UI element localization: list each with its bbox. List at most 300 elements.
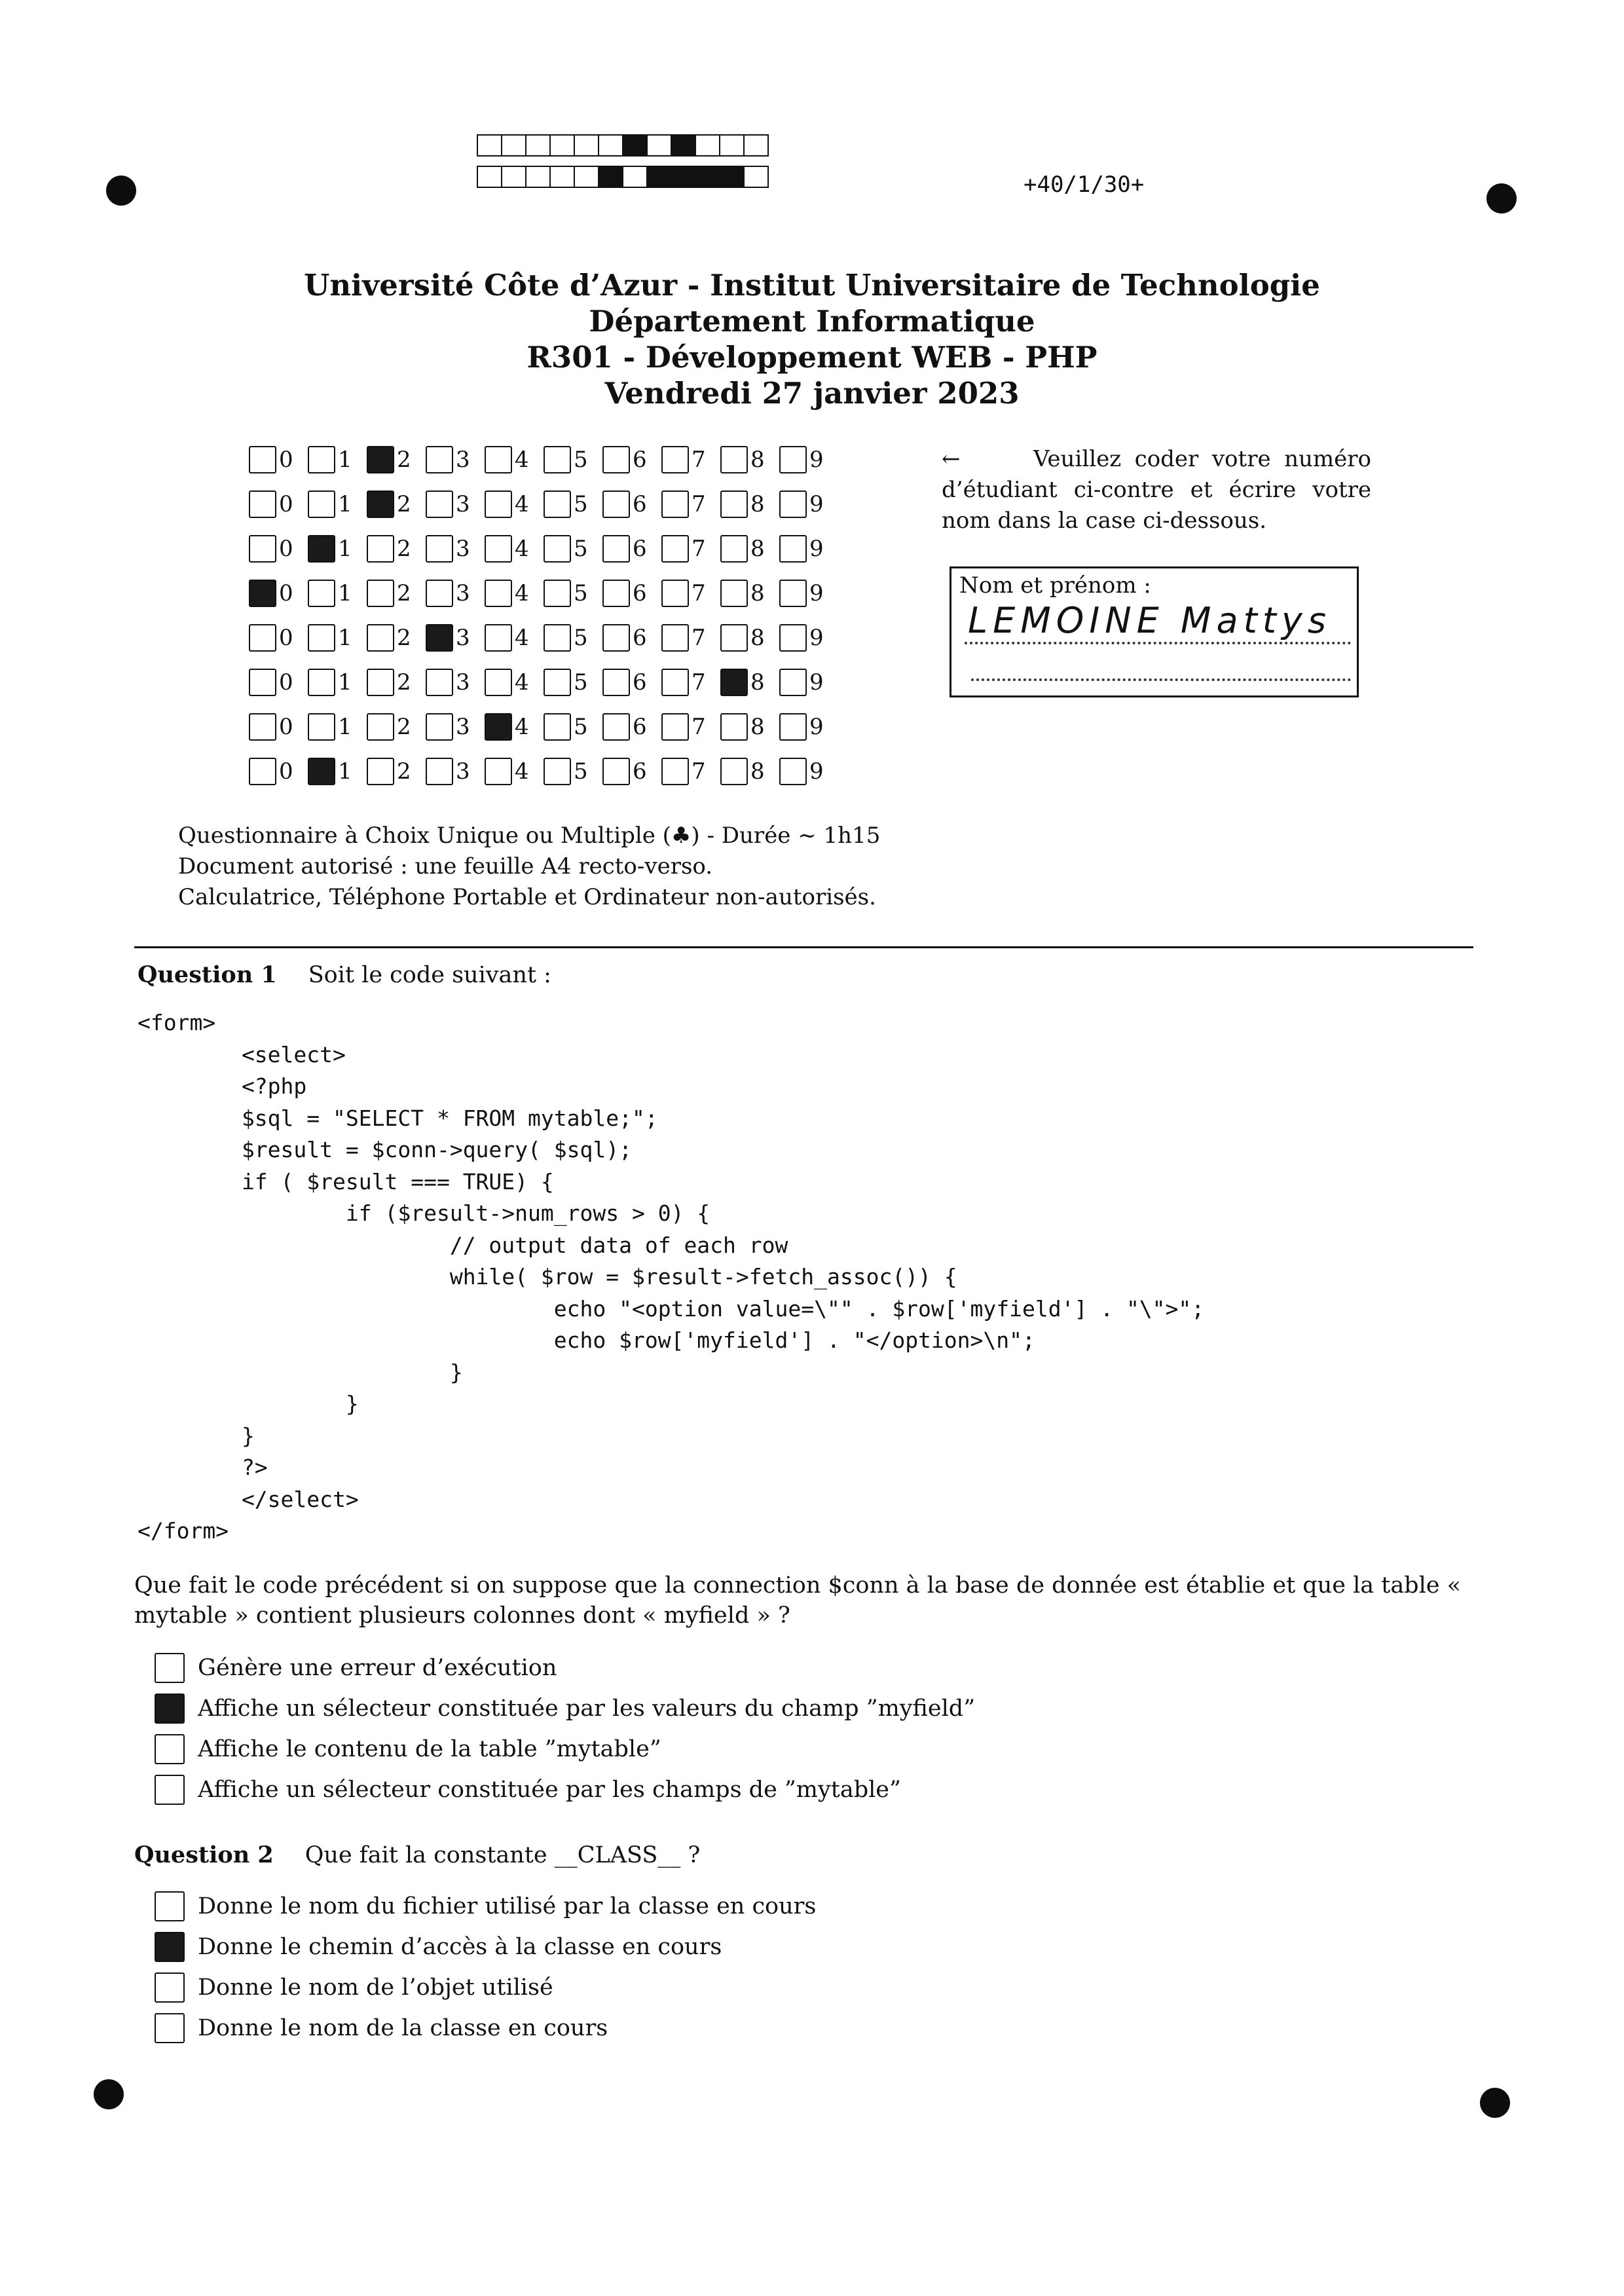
- id-digit-checkbox[interactable]: [602, 669, 630, 696]
- id-digit-label: 9: [809, 536, 824, 562]
- id-digit-checkbox[interactable]: [485, 758, 512, 785]
- id-digit-cell: [308, 669, 367, 696]
- id-digit-cell: [602, 535, 661, 563]
- id-digit-label: 2: [397, 447, 411, 473]
- id-digit-checkbox[interactable]: [249, 446, 276, 473]
- id-digit-cell: [367, 713, 426, 741]
- id-digit-cell: [602, 624, 661, 652]
- id-digit-label: 8: [750, 625, 765, 651]
- id-digit-label: 3: [456, 491, 470, 517]
- id-digit-cell: [249, 446, 308, 473]
- id-digit-label: 1: [338, 580, 352, 606]
- id-digit-checkbox[interactable]: [485, 669, 512, 696]
- id-digit-cell: [720, 491, 779, 518]
- barcode-cell: [743, 166, 769, 188]
- id-digit-cell: [602, 580, 661, 607]
- id-digit-cell: [779, 580, 838, 607]
- header-department: Département Informatique: [589, 304, 1035, 339]
- id-digit-checkbox[interactable]: [485, 580, 512, 607]
- id-digit-label: 3: [456, 580, 470, 606]
- id-digit-checkbox[interactable]: [308, 535, 335, 563]
- barcode-cell: [719, 134, 745, 157]
- id-digit-checkbox[interactable]: [308, 713, 335, 741]
- barcode-cell: [574, 166, 599, 188]
- id-digit-label: 0: [279, 447, 293, 473]
- id-digit-cell: [720, 446, 779, 473]
- id-digit-label: 7: [692, 669, 706, 695]
- id-digit-label: 8: [750, 447, 765, 473]
- id-digit-cell: [308, 491, 367, 518]
- id-digit-cell: [367, 580, 426, 607]
- id-digit-checkbox[interactable]: [249, 535, 276, 563]
- id-digit-label: 2: [397, 536, 411, 562]
- id-digit-cell: [426, 758, 485, 785]
- id-digit-label: 0: [279, 580, 293, 606]
- id-digit-label: 8: [750, 536, 765, 562]
- id-digit-label: 0: [279, 669, 293, 695]
- name-dotted-line-1: [965, 642, 1351, 644]
- id-digit-checkbox[interactable]: [602, 535, 630, 563]
- id-digit-checkbox[interactable]: [544, 491, 571, 518]
- id-digit-label: 1: [338, 714, 352, 740]
- id-digit-checkbox[interactable]: [544, 624, 571, 652]
- id-digit-cell: [426, 713, 485, 741]
- answer-checkbox[interactable]: [155, 1891, 185, 1921]
- id-digit-checkbox[interactable]: [779, 624, 807, 652]
- id-digit-checkbox[interactable]: [720, 491, 748, 518]
- barcode-cell: [695, 166, 720, 188]
- barcode-cell: [743, 134, 769, 157]
- id-digit-checkbox[interactable]: [426, 713, 453, 741]
- id-digit-checkbox[interactable]: [308, 669, 335, 696]
- id-digit-label: 3: [456, 536, 470, 562]
- id-digit-checkbox[interactable]: [661, 535, 689, 563]
- id-digit-label: 0: [279, 714, 293, 740]
- id-digit-label: 7: [692, 758, 706, 785]
- id-digit-label: 1: [338, 536, 352, 562]
- id-digit-label: 7: [692, 447, 706, 473]
- id-digit-checkbox[interactable]: [308, 580, 335, 607]
- id-digit-cell: [485, 580, 544, 607]
- id-digit-checkbox[interactable]: [485, 491, 512, 518]
- instructions-text: Veuillez coder votre numéro d’étudiant ci-contre et écrire votre nom dans la case ci-dessous.: [942, 446, 1371, 534]
- id-digit-checkbox[interactable]: [544, 758, 571, 785]
- question-1-title: [138, 961, 551, 988]
- id-digit-cell: [308, 580, 367, 607]
- id-digit-cell: [544, 535, 602, 563]
- id-digit-checkbox[interactable]: [779, 758, 807, 785]
- id-digit-label: 9: [809, 714, 824, 740]
- id-digit-checkbox[interactable]: [485, 535, 512, 563]
- id-digit-cell: [779, 624, 838, 652]
- id-digit-cell: [485, 624, 544, 652]
- id-digit-cell: [485, 758, 544, 785]
- id-digit-checkbox[interactable]: [779, 713, 807, 741]
- id-digit-checkbox[interactable]: [249, 713, 276, 741]
- id-digit-checkbox[interactable]: [720, 624, 748, 652]
- id-digit-checkbox[interactable]: [367, 669, 394, 696]
- id-digit-checkbox[interactable]: [720, 758, 748, 785]
- id-digit-label: 6: [633, 491, 647, 517]
- barcode-cell: [525, 166, 551, 188]
- id-digit-checkbox[interactable]: [308, 624, 335, 652]
- id-digit-cell: [367, 624, 426, 652]
- id-digit-label: 6: [633, 714, 647, 740]
- barcode-cell: [671, 134, 696, 157]
- barcode-cell: [549, 134, 575, 157]
- id-digit-label: 4: [515, 491, 529, 517]
- exam-header: [0, 267, 1624, 411]
- barcode-cell: [719, 166, 745, 188]
- id-digit-checkbox[interactable]: [426, 535, 453, 563]
- answer-text: Affiche un sélecteur constituée par les valeurs du champ ”myfield”: [198, 1695, 976, 1722]
- id-digit-label: 0: [279, 536, 293, 562]
- id-digit-checkbox[interactable]: [308, 758, 335, 785]
- id-digit-checkbox[interactable]: [779, 535, 807, 563]
- intro-format: Questionnaire à Choix Unique ou Multiple (♣) - Durée ~ 1h15: [178, 823, 881, 849]
- id-digit-cell: [720, 669, 779, 696]
- exam-intro: [178, 821, 880, 913]
- id-digit-label: 4: [515, 758, 529, 785]
- id-grid-row: [249, 749, 838, 794]
- id-digit-label: 0: [279, 758, 293, 785]
- id-digit-cell: [544, 669, 602, 696]
- intro-documents: Document autorisé : une feuille A4 recto-verso.: [178, 853, 713, 880]
- id-digit-cell: [485, 535, 544, 563]
- answer-checkbox[interactable]: [155, 2013, 185, 2043]
- id-digit-label: 3: [456, 669, 470, 695]
- id-digit-label: 5: [574, 625, 588, 651]
- id-digit-cell: [661, 713, 720, 741]
- barcode-cell: [695, 134, 720, 157]
- answer-checkbox[interactable]: [155, 1653, 185, 1683]
- answer-option[interactable]: [155, 2008, 816, 2048]
- barcode-cell: [501, 134, 526, 157]
- id-digit-label: 4: [515, 714, 529, 740]
- id-digit-cell: [661, 580, 720, 607]
- id-digit-cell: [779, 758, 838, 785]
- name-label: Nom et prénom :: [959, 572, 1151, 599]
- barcode-cell: [622, 166, 648, 188]
- id-digit-label: 7: [692, 491, 706, 517]
- id-digit-cell: [544, 491, 602, 518]
- id-digit-cell: [544, 713, 602, 741]
- id-digit-checkbox[interactable]: [720, 446, 748, 473]
- id-digit-checkbox[interactable]: [661, 713, 689, 741]
- id-digit-label: 8: [750, 758, 765, 785]
- id-digit-cell: [249, 713, 308, 741]
- student-id-grid: [249, 437, 838, 794]
- id-digit-label: 9: [809, 491, 824, 517]
- id-digit-cell: [779, 491, 838, 518]
- id-digit-label: 8: [750, 669, 765, 695]
- page-id: +40/1/30+: [1024, 172, 1145, 198]
- barcode-cell: [477, 134, 502, 157]
- id-digit-checkbox[interactable]: [367, 624, 394, 652]
- id-digit-label: 7: [692, 714, 706, 740]
- barcode-cell: [549, 166, 575, 188]
- id-digit-cell: [661, 491, 720, 518]
- id-digit-cell: [426, 624, 485, 652]
- id-digit-cell: [602, 669, 661, 696]
- id-digit-label: 9: [809, 625, 824, 651]
- id-digit-cell: [367, 535, 426, 563]
- id-digit-label: 1: [338, 669, 352, 695]
- id-digit-cell: [720, 758, 779, 785]
- barcode-cell: [574, 134, 599, 157]
- question-1-answers: [155, 1648, 975, 1810]
- id-digit-checkbox[interactable]: [426, 491, 453, 518]
- id-digit-label: 9: [809, 758, 824, 785]
- intro-devices: Calculatrice, Téléphone Portable et Ordinateur non-autorisés.: [178, 884, 876, 910]
- id-grid-row: [249, 705, 838, 749]
- id-digit-checkbox[interactable]: [544, 446, 571, 473]
- id-digit-cell: [602, 446, 661, 473]
- id-grid-row: [249, 616, 838, 660]
- id-digit-checkbox[interactable]: [720, 535, 748, 563]
- id-digit-cell: [602, 491, 661, 518]
- id-digit-checkbox[interactable]: [367, 758, 394, 785]
- id-digit-cell: [661, 669, 720, 696]
- answer-text: Affiche le contenu de la table ”mytable”: [198, 1736, 661, 1762]
- id-digit-checkbox[interactable]: [661, 491, 689, 518]
- question-1-text: Que fait le code précédent si on suppose que la connection $conn à la base de donnée est établie et que la table « mytable » contient plusieurs colonnes dont « myfield » ?: [134, 1572, 1462, 1629]
- id-digit-label: 9: [809, 447, 824, 473]
- id-digit-checkbox[interactable]: [426, 669, 453, 696]
- arrow-left-icon: ←: [942, 446, 961, 472]
- barcode-cell: [646, 166, 672, 188]
- header-date: Vendredi 27 janvier 2023: [604, 376, 1020, 411]
- barcode-cell: [598, 134, 623, 157]
- id-digit-cell: [720, 624, 779, 652]
- id-digit-cell: [308, 713, 367, 741]
- id-digit-checkbox[interactable]: [602, 713, 630, 741]
- id-grid-row: [249, 527, 838, 571]
- id-digit-label: 6: [633, 758, 647, 785]
- barcode-cell: [622, 134, 648, 157]
- id-digit-checkbox[interactable]: [661, 758, 689, 785]
- id-digit-cell: [249, 758, 308, 785]
- id-digit-checkbox[interactable]: [602, 446, 630, 473]
- id-digit-checkbox[interactable]: [367, 491, 394, 518]
- id-digit-checkbox[interactable]: [367, 446, 394, 473]
- id-digit-label: 7: [692, 536, 706, 562]
- id-digit-checkbox[interactable]: [426, 624, 453, 652]
- answer-checkbox[interactable]: [155, 1734, 185, 1764]
- id-digit-cell: [779, 713, 838, 741]
- id-digit-checkbox[interactable]: [602, 624, 630, 652]
- barcode-cell: [671, 166, 696, 188]
- id-digit-checkbox[interactable]: [661, 669, 689, 696]
- corner-mark-top-right: [1486, 183, 1517, 213]
- id-digit-checkbox[interactable]: [249, 580, 276, 607]
- name-box[interactable]: [950, 566, 1359, 697]
- barcode-cell: [501, 166, 526, 188]
- id-digit-label: 3: [456, 714, 470, 740]
- id-digit-label: 7: [692, 580, 706, 606]
- id-digit-cell: [426, 535, 485, 563]
- id-digit-label: 2: [397, 491, 411, 517]
- id-digit-label: 5: [574, 669, 588, 695]
- id-digit-label: 9: [809, 669, 824, 695]
- id-digit-cell: [367, 446, 426, 473]
- answer-text: Donne le nom de la classe en cours: [198, 2015, 608, 2041]
- id-digit-checkbox[interactable]: [485, 713, 512, 741]
- id-digit-label: 4: [515, 580, 529, 606]
- id-digit-label: 5: [574, 536, 588, 562]
- question-1-label: Question 1: [138, 961, 277, 988]
- id-digit-checkbox[interactable]: [249, 669, 276, 696]
- id-digit-label: 8: [750, 714, 765, 740]
- separator-line: [134, 946, 1473, 948]
- id-digit-cell: [485, 669, 544, 696]
- id-digit-checkbox[interactable]: [426, 758, 453, 785]
- id-digit-label: 4: [515, 625, 529, 651]
- answer-checkbox[interactable]: [155, 1775, 185, 1805]
- id-digit-cell: [249, 669, 308, 696]
- header-university: Université Côte d’Azur - Institut Universitaire de Technologie: [304, 268, 1320, 303]
- barcode-cell: [477, 166, 502, 188]
- id-digit-label: 1: [338, 625, 352, 651]
- id-digit-checkbox[interactable]: [308, 446, 335, 473]
- id-digit-cell: [426, 669, 485, 696]
- id-digit-label: 8: [750, 580, 765, 606]
- id-digit-checkbox[interactable]: [720, 580, 748, 607]
- id-digit-checkbox[interactable]: [249, 758, 276, 785]
- id-digit-checkbox[interactable]: [779, 491, 807, 518]
- corner-mark-bottom-left: [94, 2079, 124, 2109]
- id-digit-checkbox[interactable]: [779, 580, 807, 607]
- answer-text: Donne le chemin d’accès à la classe en cours: [198, 1934, 722, 1960]
- id-digit-cell: [308, 446, 367, 473]
- barcode-row-1: [477, 134, 767, 158]
- id-digit-label: 5: [574, 580, 588, 606]
- id-grid-row: [249, 437, 838, 482]
- question-1-code: <form> <select> <?php $sql = "SELECT * FROM mytable;"; $result = $conn->query( $sql); if ( $result === TRUE) { if ($result->num_rows > 0) { // output data of each row while( $row = $result->fetch_assoc()) { echo "<option value=\"" . $row['myfield'] . "\">"; echo $row['myfield'] . "</option>\n"; } } } ?> </select> </form>: [138, 1010, 1205, 1544]
- id-digit-cell: [426, 491, 485, 518]
- id-digit-checkbox[interactable]: [779, 446, 807, 473]
- id-digit-label: 3: [456, 625, 470, 651]
- id-digit-cell: [308, 624, 367, 652]
- answer-option[interactable]: [155, 1688, 975, 1729]
- id-digit-cell: [544, 446, 602, 473]
- answer-option[interactable]: [155, 1967, 816, 2008]
- id-digit-checkbox[interactable]: [779, 669, 807, 696]
- id-digit-checkbox[interactable]: [602, 491, 630, 518]
- id-digit-checkbox[interactable]: [544, 535, 571, 563]
- id-digit-cell: [779, 669, 838, 696]
- id-grid-row: [249, 571, 838, 616]
- id-digit-checkbox[interactable]: [367, 713, 394, 741]
- id-digit-checkbox[interactable]: [485, 446, 512, 473]
- id-digit-label: 0: [279, 491, 293, 517]
- id-digit-label: 4: [515, 536, 529, 562]
- id-digit-label: 0: [279, 625, 293, 651]
- id-digit-checkbox[interactable]: [720, 713, 748, 741]
- answer-option[interactable]: [155, 1886, 816, 1927]
- id-digit-checkbox[interactable]: [661, 446, 689, 473]
- id-digit-checkbox[interactable]: [720, 669, 748, 696]
- barcode-cell: [525, 134, 551, 157]
- id-digit-label: 2: [397, 758, 411, 785]
- id-digit-checkbox[interactable]: [367, 535, 394, 563]
- answer-text: Génère une erreur d’exécution: [198, 1655, 557, 1681]
- id-digit-checkbox[interactable]: [367, 580, 394, 607]
- id-digit-label: 6: [633, 447, 647, 473]
- barcode-cell: [598, 166, 623, 188]
- answer-option[interactable]: [155, 1729, 975, 1769]
- id-digit-checkbox[interactable]: [661, 580, 689, 607]
- id-digit-cell: [602, 713, 661, 741]
- id-digit-checkbox[interactable]: [426, 580, 453, 607]
- id-digit-label: 4: [515, 447, 529, 473]
- id-digit-label: 2: [397, 625, 411, 651]
- id-digit-checkbox[interactable]: [308, 491, 335, 518]
- id-digit-cell: [720, 580, 779, 607]
- id-digit-cell: [544, 624, 602, 652]
- id-digit-cell: [779, 446, 838, 473]
- id-digit-checkbox[interactable]: [544, 580, 571, 607]
- id-digit-label: 1: [338, 447, 352, 473]
- id-digit-label: 9: [809, 580, 824, 606]
- id-digit-cell: [544, 580, 602, 607]
- id-digit-label: 5: [574, 491, 588, 517]
- id-digit-checkbox[interactable]: [249, 491, 276, 518]
- answer-option[interactable]: [155, 1769, 975, 1810]
- answer-checkbox[interactable]: [155, 1932, 185, 1962]
- id-digit-checkbox[interactable]: [485, 624, 512, 652]
- id-digit-cell: [602, 758, 661, 785]
- id-digit-cell: [367, 669, 426, 696]
- answer-checkbox[interactable]: [155, 1694, 185, 1724]
- id-digit-label: 5: [574, 758, 588, 785]
- id-digit-checkbox[interactable]: [544, 713, 571, 741]
- id-digit-label: 2: [397, 714, 411, 740]
- id-digit-cell: [249, 535, 308, 563]
- answer-text: Donne le nom du fichier utilisé par la classe en cours: [198, 1893, 817, 1919]
- id-digit-cell: [308, 758, 367, 785]
- id-digit-checkbox[interactable]: [249, 624, 276, 652]
- id-digit-cell: [720, 535, 779, 563]
- barcode-row-2: [477, 166, 767, 189]
- barcode-cell: [646, 134, 672, 157]
- name-dotted-line-2: [971, 678, 1351, 681]
- id-digit-label: 2: [397, 669, 411, 695]
- id-digit-label: 6: [633, 625, 647, 651]
- id-digit-cell: [661, 624, 720, 652]
- id-grid-row: [249, 482, 838, 527]
- id-digit-cell: [661, 535, 720, 563]
- id-digit-checkbox[interactable]: [602, 580, 630, 607]
- name-value: LEMOINE Mattys: [968, 600, 1332, 641]
- id-digit-cell: [544, 758, 602, 785]
- id-digit-cell: [249, 624, 308, 652]
- id-digit-checkbox[interactable]: [544, 669, 571, 696]
- question-1-prompt: Soit le code suivant :: [308, 962, 551, 988]
- answer-option[interactable]: [155, 1648, 975, 1688]
- id-digit-checkbox[interactable]: [426, 446, 453, 473]
- id-digit-label: 5: [574, 714, 588, 740]
- id-digit-label: 1: [338, 491, 352, 517]
- corner-mark-bottom-right: [1480, 2088, 1510, 2118]
- id-digit-cell: [426, 446, 485, 473]
- id-digit-checkbox[interactable]: [661, 624, 689, 652]
- id-digit-cell: [308, 535, 367, 563]
- id-digit-checkbox[interactable]: [602, 758, 630, 785]
- answer-option[interactable]: [155, 1927, 816, 1967]
- question-2-title: [134, 1842, 700, 1868]
- answer-checkbox[interactable]: [155, 1972, 185, 2003]
